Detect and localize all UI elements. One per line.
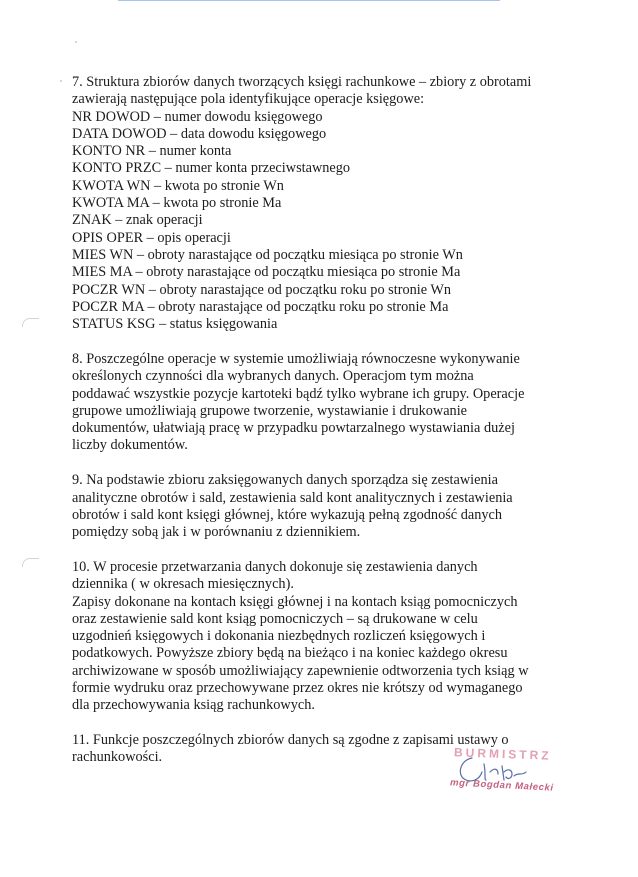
- text-line: MIES WN – obroty narastające od początku miesiąca po stronie Wn: [72, 246, 463, 263]
- text-line: KONTO PRZC – numer konta przeciwstawnego: [72, 160, 351, 177]
- text-line: ZNAK – znak operacji: [72, 212, 203, 229]
- text-line: STATUS KSG – status księgowania: [72, 316, 278, 333]
- text-line: oraz zestawienie sald kont ksiąg pomocniczych – są drukowane w celu: [72, 610, 478, 627]
- text-line: Zapisy dokonane na kontach księgi głównej i na kontach ksiąg pomocniczych: [72, 593, 518, 610]
- paragraph-p8: [72, 351, 542, 455]
- text-line: liczby dokumentów.: [72, 437, 188, 454]
- text-line: dokumentów, ułatwiają pracę w przypadku powtarzalnego wystawiania dużej: [72, 420, 515, 437]
- text-line: KONTO NR – numer konta: [72, 143, 232, 160]
- text-line: MIES MA – obroty narastające od początku miesiąca po stronie Ma: [72, 264, 461, 281]
- text-line: 7. Struktura zbiorów danych tworzących księgi rachunkowe – zbiory z obrotami: [72, 74, 532, 90]
- stamp-title: BURMISTRZ: [453, 745, 552, 763]
- text-line: KWOTA WN – kwota po stronie Wn: [72, 177, 284, 194]
- text-line: DATA DOWOD – data dowodu księgowego: [72, 125, 327, 142]
- text-line: 9. Na podstawie zbioru zaksięgowanych danych sporządza się zestawienia: [72, 472, 498, 489]
- paragraph-p10: [72, 559, 542, 715]
- text-line: grupowe umożliwiają grupowe tworzenie, wystawianie i drukowanie: [72, 402, 468, 419]
- text-line: formie wydruku oraz przechowywane przez okres nie krótszy od wymaganego: [72, 680, 523, 696]
- stamp-name: mgr Bogdan Małecki: [449, 777, 554, 794]
- text-line: KWOTA MA – kwota po stronie Ma: [72, 195, 282, 212]
- document-body: [72, 74, 542, 784]
- text-line: POCZR WN – obroty narastające od początku roku po stronie Wn: [72, 281, 452, 298]
- text-line: POCZR MA – obroty narastające od początku roku po stronie Ma: [72, 298, 449, 315]
- text-line: pomiędzy sobą jak i w porównaniu z dziennikiem.: [72, 524, 361, 541]
- paragraph-p7: [72, 74, 542, 333]
- text-line: obrotów i sald kont księgi głównej, które wykazują pełną zgodność danych: [72, 506, 502, 523]
- text-line: archiwizowane w sposób umożliwiający zapewnienie odtworzenia tych ksiąg w: [72, 662, 529, 679]
- signature-icon: [450, 750, 530, 790]
- paragraph-p9: [72, 472, 542, 541]
- text-line: zawierają następujące pola identyfikujące operacje księgowe:: [72, 91, 425, 108]
- text-line: dla przechowywania ksiąg rachunkowych.: [72, 697, 315, 714]
- text-line: analityczne obrotów i sald, zestawienia sald kont analitycznych i zestawienia: [72, 489, 513, 506]
- scan-speck: [60, 80, 62, 82]
- text-line: określonych czynności dla wybranych danych. Operacjom tym można: [72, 368, 474, 385]
- text-line: 11. Funkcje poszczególnych zbiorów danych są zgodne z zapisami ustawy o: [72, 732, 509, 749]
- text-line: uzgodnień księgowych i dokonania niezbędnych rozliczeń księgowych i: [72, 628, 486, 645]
- scan-edge-mark: [22, 318, 39, 327]
- text-line: podatkowych. Powyższe zbiory będą na bieżąco i na koniec każdego okresu: [72, 645, 508, 662]
- text-line: NR DOWOD – numer dowodu księgowego: [72, 108, 323, 125]
- scan-speck: [75, 41, 77, 43]
- text-line: poddawać wszystkie pozycje kartoteki bądź tylko wybrane ich grupy. Operacje: [72, 385, 525, 402]
- text-line: OPIS OPER – opis operacji: [72, 229, 231, 246]
- scan-edge-mark: [22, 558, 39, 567]
- page-top-rule: [118, 0, 500, 1]
- text-line: dziennika ( w okresach miesięcznych).: [72, 576, 294, 593]
- text-line: 8. Poszczególne operacje w systemie umożliwiają równoczesne wykonywanie: [72, 350, 520, 367]
- text-line: 10. W procesie przetwarzania danych dokonuje się zestawienia danych: [72, 558, 478, 575]
- text-line: rachunkowości.: [72, 749, 163, 766]
